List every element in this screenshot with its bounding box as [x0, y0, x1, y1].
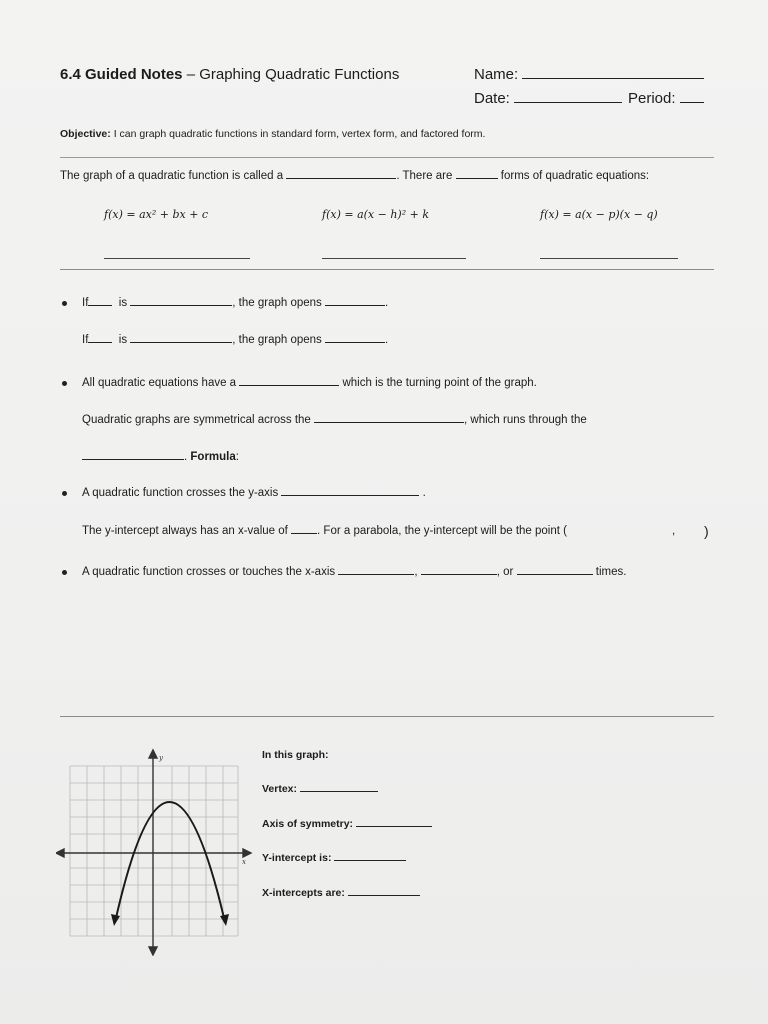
x-axis-label: x [242, 858, 246, 866]
parabola-curve [116, 802, 224, 918]
opens-blank[interactable] [88, 341, 112, 343]
name-field[interactable] [474, 66, 704, 83]
point-close-paren: ) [704, 523, 709, 539]
standard-form-blank[interactable] [104, 258, 250, 259]
y-axis-blank[interactable] [281, 494, 419, 496]
worksheet-title: 6.4 Guided Notes – Graphing Quadratic Functions [60, 66, 400, 83]
bullet [62, 301, 67, 306]
objective: Objective: I can graph quadratic functions in standard form, vertex form, and factored form. [60, 128, 486, 140]
vertex-answer-blank[interactable] [300, 790, 378, 792]
name-label: Name: [474, 66, 519, 83]
opens-blank[interactable] [325, 341, 385, 343]
divider [60, 716, 714, 717]
opens-blank[interactable] [130, 304, 232, 306]
grid-lines [70, 766, 238, 936]
factored-form-equation: f(x) = a(x − p)(x − q) [540, 208, 658, 221]
x-intercepts-answer: X-intercepts are: [262, 887, 420, 899]
name-blank[interactable] [522, 77, 704, 79]
bullet [62, 381, 67, 386]
formula-line: . Formula: [82, 451, 239, 463]
divider [60, 157, 714, 158]
x-intercepts-answer-blank[interactable] [348, 894, 420, 896]
point-comma: , [672, 525, 676, 537]
vertex-form-equation: f(x) = a(x − h)² + k [322, 208, 429, 221]
opens-blank[interactable] [325, 304, 385, 306]
period-field[interactable] [628, 90, 704, 107]
curve-arrow [220, 914, 229, 926]
opens-blank[interactable] [88, 304, 112, 306]
bullet [62, 570, 67, 575]
intro-blank-1[interactable] [286, 177, 396, 179]
y-axis-line: A quadratic function crosses the y-axis . [82, 487, 426, 499]
parabola-graph [56, 746, 256, 956]
y-axis-label: y [159, 754, 163, 762]
vertex-form-blank[interactable] [322, 258, 466, 259]
y-intercept-answer-blank[interactable] [334, 859, 406, 861]
x-axis-line: A quadratic function crosses or touches the x-axis , , or times. [82, 566, 627, 578]
axis-answer-blank[interactable] [356, 825, 432, 827]
axes [56, 750, 251, 955]
factored-form-blank[interactable] [540, 258, 678, 259]
x-axis-blank[interactable] [338, 573, 414, 575]
period-blank[interactable] [680, 101, 704, 103]
symmetry-line: Quadratic graphs are symmetrical across the , which runs through the [82, 414, 587, 426]
x-axis-blank[interactable] [421, 573, 497, 575]
x-value-blank[interactable] [291, 532, 317, 534]
y-intercept-answer: Y-intercept is: [262, 852, 406, 864]
opens-line-1: If is , the graph opens . [82, 297, 389, 309]
period-label: Period: [628, 90, 676, 107]
standard-form-equation: f(x) = ax² + bx + c [104, 208, 209, 221]
intro-blank-2[interactable] [456, 177, 498, 179]
y-intercept-line: The y-intercept always has an x-value of . For a parabola, the y-intercept will be the point ( [82, 525, 567, 537]
divider [60, 269, 714, 270]
graph-heading: In this graph: [262, 749, 329, 761]
x-axis-blank[interactable] [517, 573, 593, 575]
axis-of-symmetry-blank[interactable] [314, 421, 464, 423]
date-label: Date: [474, 90, 510, 107]
date-field[interactable] [474, 90, 622, 107]
bullet [62, 491, 67, 496]
curve-arrow [111, 914, 120, 926]
opens-line-2: If is , the graph opens . [82, 334, 389, 346]
intro-text: The graph of a quadratic function is called a . There are forms of quadratic equations: [60, 170, 650, 182]
axis-of-symmetry-answer: Axis of symmetry: [262, 818, 432, 830]
date-blank[interactable] [514, 101, 622, 103]
formula-blank[interactable] [82, 458, 184, 460]
vertex-answer: Vertex: [262, 783, 378, 795]
vertex-blank[interactable] [239, 384, 339, 386]
opens-blank[interactable] [130, 341, 232, 343]
vertex-line: All quadratic equations have a which is the turning point of the graph. [82, 377, 537, 389]
